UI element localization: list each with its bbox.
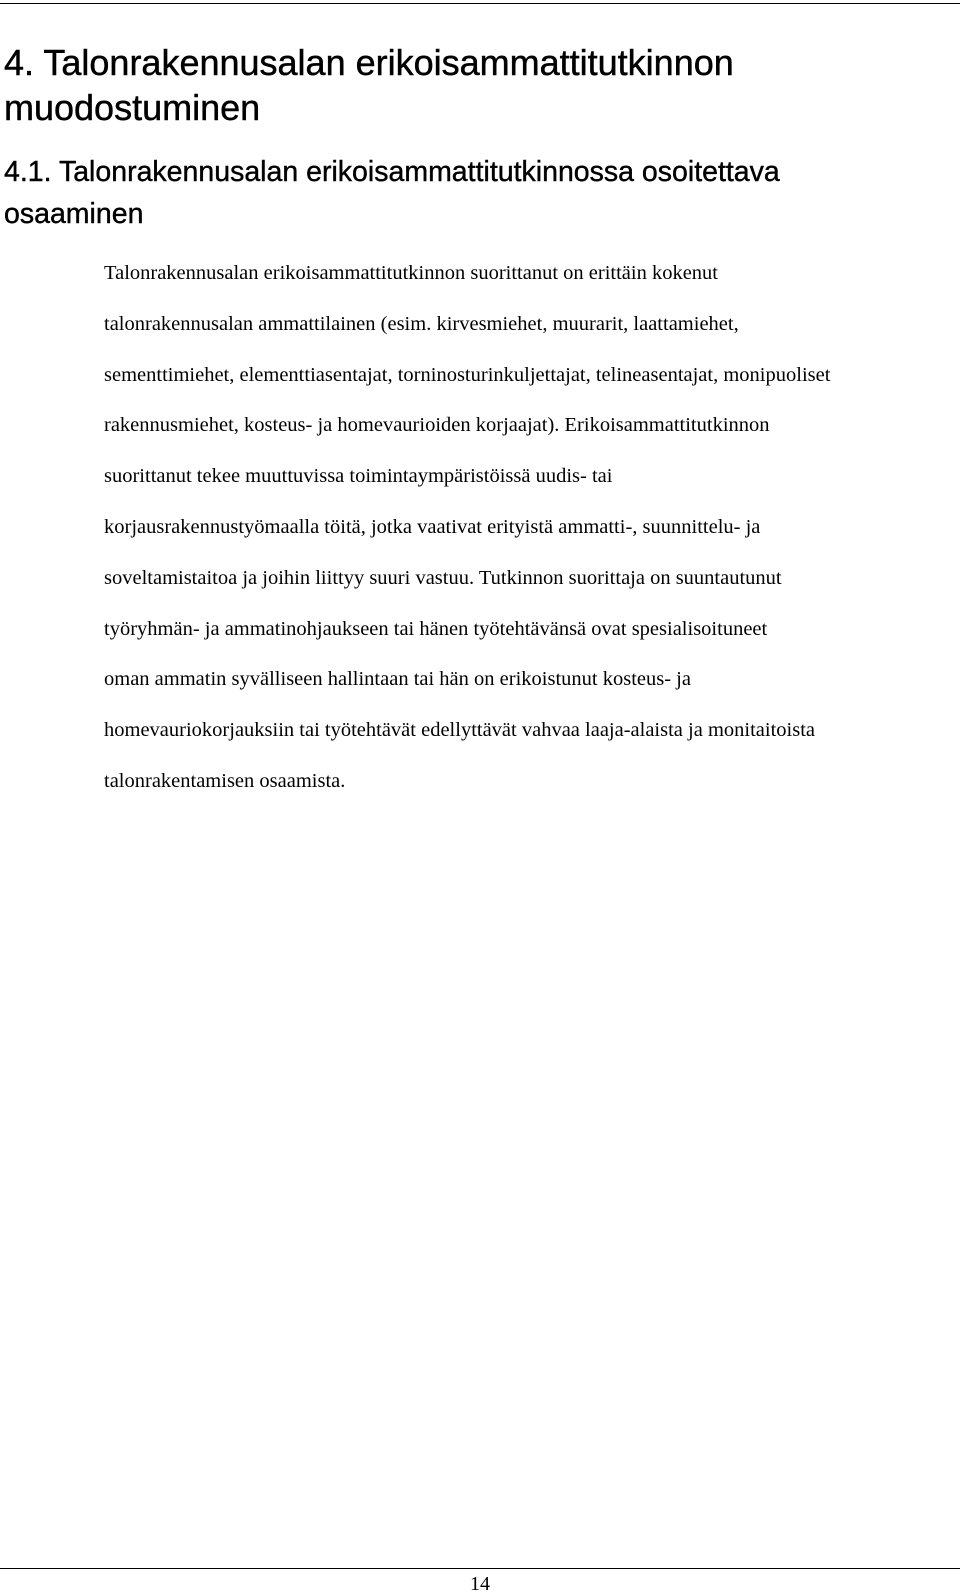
sub-heading: [4, 151, 944, 235]
top-rule: [0, 3, 960, 4]
paragraph-line: soveltamistaitoa ja joihin liittyy suuri vastuu. Tutkinnon suorittaja on suuntautunut: [104, 566, 782, 589]
sub-heading-line: 4.1. Talonrakennusalan erikoisammattitutkinnossa osoitettava: [4, 156, 780, 188]
paragraph-line: talonrakentamisen osaamista.: [104, 769, 346, 792]
paragraph-line: suorittanut tekee muuttuvissa toimintaympäristöissä uudis- tai: [104, 465, 613, 488]
page-number: 14: [470, 1573, 490, 1595]
paragraph-line: homevauriokorjauksiin tai työtehtävät edellyttävät vahvaa laaja-alaista ja monitaitoista: [104, 719, 815, 742]
sub-heading-line: osaaminen: [4, 198, 144, 230]
main-heading-line: muodostuminen: [4, 87, 261, 128]
main-heading: [4, 40, 944, 130]
paragraph-line: talonrakennusalan ammattilainen (esim. kirvesmiehet, muurarit, laattamiehet,: [104, 312, 739, 335]
paragraph-line: Talonrakennusalan erikoisammattitutkinnon suorittanut on erittäin kokenut: [104, 262, 718, 284]
main-heading-line: 4. Talonrakennusalan erikoisammattitutkinnon: [4, 42, 734, 83]
body-paragraph: [104, 248, 944, 807]
paragraph-line: korjausrakennustyömaalla töitä, jotka vaativat erityistä ammatti-, suunnittelu- ja: [104, 515, 761, 538]
paragraph-line: oman ammatin syvälliseen hallintaan tai hän on erikoistunut kosteus- ja: [104, 668, 691, 691]
paragraph-line: sementtimiehet, elementtiasentajat, torninosturinkuljettajat, telineasentajat, monipuoliset: [104, 363, 831, 386]
paragraph-line: rakennusmiehet, kosteus- ja homevaurioiden korjaajat). Erikoisammattitutkinnon: [104, 414, 770, 437]
footer-rule: [0, 1568, 960, 1569]
paragraph-line: työryhmän- ja ammatinohjaukseen tai hänen työtehtävänsä ovat spesialisoituneet: [104, 617, 768, 640]
